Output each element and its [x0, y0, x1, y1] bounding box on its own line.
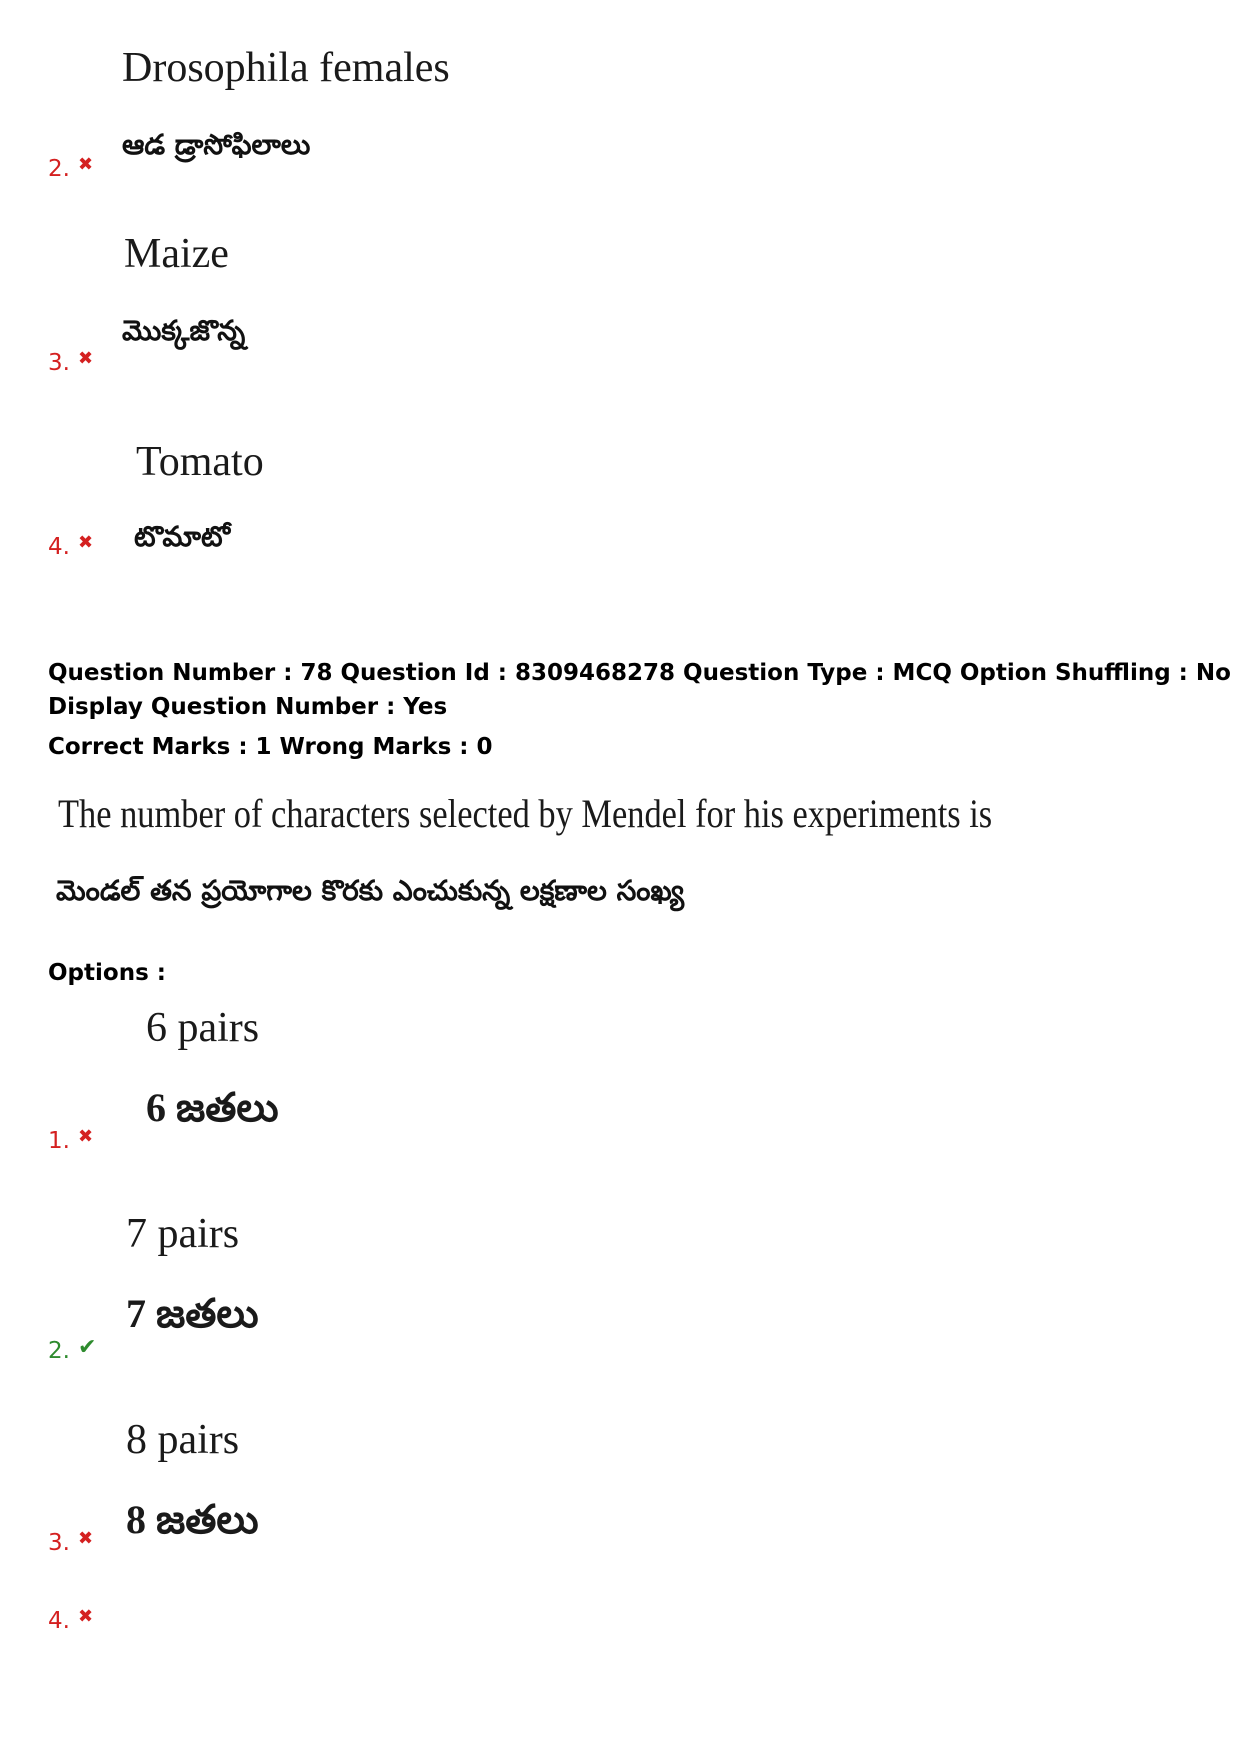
prev-option-4-telugu: టొమాటో [134, 520, 231, 553]
option-3-number: 3. [48, 1530, 70, 1556]
option-2-marker [48, 1335, 97, 1364]
option-3-marker [48, 1530, 93, 1556]
option-2-telugu: 7 జతలు [126, 1291, 259, 1336]
option-2-number: 2. [48, 1338, 70, 1364]
prev-option-2-english: Drosophila females [122, 45, 450, 91]
options-label: Options : [48, 960, 166, 986]
prev-option-3-telugu: మొక్కజొన్న [122, 314, 246, 347]
prev-option-2-marker [48, 156, 93, 182]
cross-mark-icon: ✖ [77, 532, 94, 553]
prev-option-4-marker [48, 534, 93, 560]
question-meta-line-2: Display Question Number : Yes [48, 694, 448, 720]
cross-mark-icon: ✖ [77, 154, 94, 175]
cross-mark-icon: ✖ [77, 1606, 94, 1627]
check-mark-icon: ✔ [77, 1335, 97, 1360]
option-4-number: 4. [48, 1608, 70, 1634]
option-1-english: 6 pairs [146, 1005, 260, 1051]
cross-mark-icon: ✖ [77, 348, 94, 369]
option-1-telugu: 6 జతలు [146, 1085, 279, 1130]
cross-mark-icon: ✖ [77, 1528, 94, 1549]
option-1-marker [48, 1128, 93, 1154]
prev-option-3-number: 3. [48, 350, 70, 376]
option-3-english: 8 pairs [126, 1417, 240, 1463]
option-4-marker [48, 1608, 93, 1634]
prev-option-4-english: Tomato [136, 439, 264, 485]
question-meta-line-1: Question Number : 78 Question Id : 8309468278 Question Type : MCQ Option Shuffling : No [48, 660, 1231, 686]
prev-option-2-telugu: ఆడ డ్రాసోఫిలాలు [122, 128, 311, 161]
prev-option-3-marker [48, 350, 93, 376]
question-text-telugu: మెండల్ తన ప్రయోగాల కొరకు ఎంచుకున్న లక్షణాల సంఖ్య [56, 874, 685, 907]
option-3-telugu: 8 జతలు [126, 1497, 259, 1542]
cross-mark-icon: ✖ [77, 1126, 94, 1147]
prev-option-2-number: 2. [48, 156, 70, 182]
question-marks: Correct Marks : 1 Wrong Marks : 0 [48, 734, 493, 760]
question-text-english: The number of characters selected by Mendel for his experiments is [58, 791, 993, 836]
option-1-number: 1. [48, 1128, 70, 1154]
option-2-english: 7 pairs [126, 1211, 240, 1257]
prev-option-4-number: 4. [48, 534, 70, 560]
prev-option-3-english: Maize [124, 231, 229, 277]
